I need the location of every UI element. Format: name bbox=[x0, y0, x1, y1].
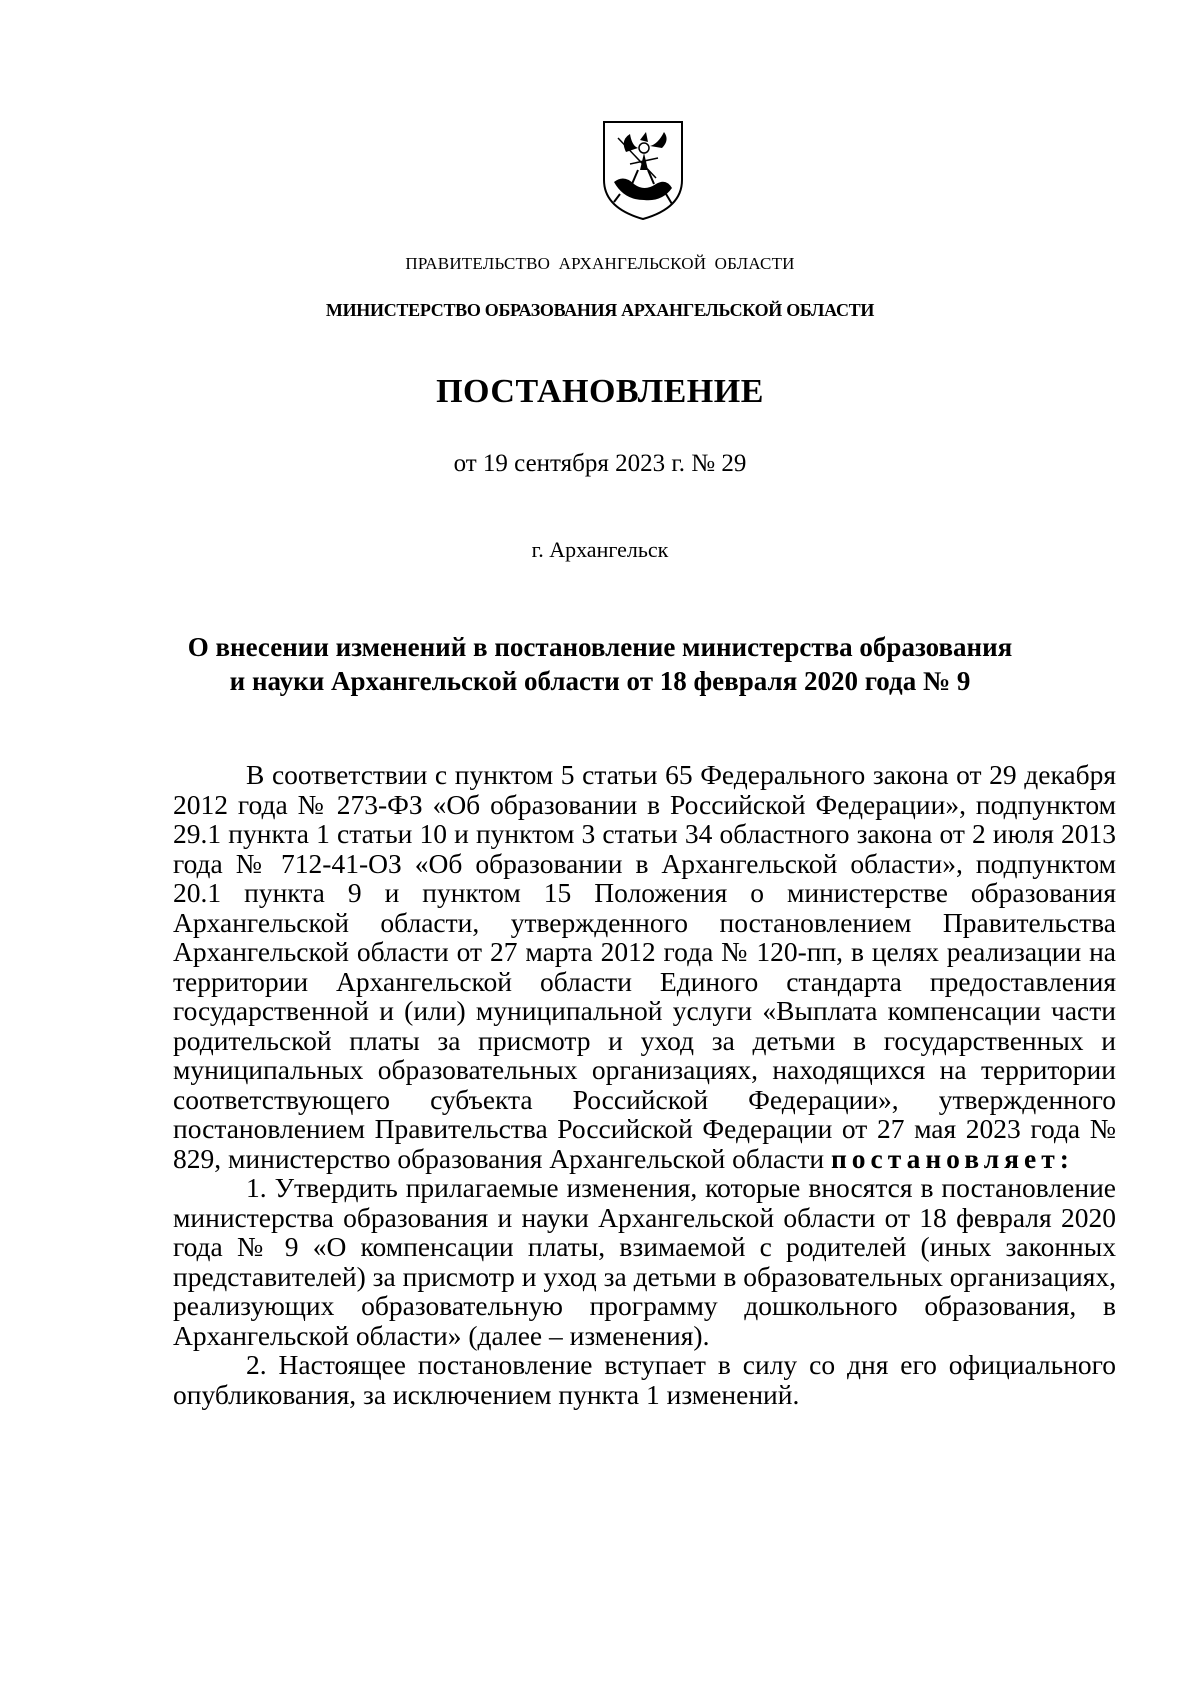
preamble-text: В соответствии с пунктом 5 статьи 65 Федерального закона от 29 декабря 2012 года № 273-ФЗ «Об образовании в Российской Федерации», подпунктом 29.1 пункта 1 статьи 10 и пунктом 3 статьи 34 областного закона от 2 июля 2013 года № 712-41-ОЗ «Об образовании в Архангельской области», подпунктом 20.1 пункта 9 и пунктом 15 Положения о министерстве образования Архангельской области, утвержденного постановлением Правительства Архангельской области от 27 марта 2012 года № 120-пп, в целях реализации на территории Архангельской области Единого стандарта предоставления государственной и (или) муниципальной услуги «Выплата компенсации части родительской платы за присмотр и уход за детьми в государственных и муниципальных образовательных организациях, находящихся на территории соответствующего субъекта Российской Федерации», утвержденного постановлением Правительства Российской Федерации от 27 мая 2023 года № 829, министерство образования Архангельской области bbox=[173, 759, 1116, 1174]
decree-word: постановляет: bbox=[830, 1142, 1074, 1174]
preamble-paragraph bbox=[173, 760, 1116, 1173]
ministry-name: МИНИСТЕРСТВО ОБРАЗОВАНИЯ АРХАНГЕЛЬСКОЙ ОБЛАСТИ bbox=[325, 300, 875, 320]
government-name: ПРАВИТЕЛЬСТВО АРХАНГЕЛЬСКОЙ ОБЛАСТИ bbox=[405, 254, 795, 273]
document-title-line-2: и науки Архангельской области от 18 февраля 2020 года № 9 bbox=[229, 666, 971, 696]
document-type: ПОСТАНОВЛЕНИЕ bbox=[436, 373, 764, 410]
document-body bbox=[173, 760, 1116, 1409]
document-date-number: от 19 сентября 2023 г. № 29 bbox=[453, 450, 747, 477]
arkhangelsk-coat-of-arms-icon bbox=[600, 118, 686, 222]
document-place: г. Архангельск bbox=[531, 537, 669, 562]
item-2-paragraph: 2. Настоящее постановление вступает в силу со дня его официального опубликования, за исключением пункта 1 изменений. bbox=[173, 1349, 1116, 1410]
document-title bbox=[0, 630, 1200, 698]
document-title-line-1: О внесении изменений в постановление министерства образования bbox=[187, 632, 1013, 662]
item-1-paragraph: 1. Утвердить прилагаемые изменения, которые вносятся в постановление министерства образования и науки Архангельской области от 18 февраля 2020 года № 9 «О компенсации платы, взимаемой с родителей (иных законных представителей) за присмотр и уход за детьми в образовательных организациях, реализующих образовательную программу дошкольного образования, в Архангельской области» (далее – изменения). bbox=[173, 1172, 1116, 1351]
